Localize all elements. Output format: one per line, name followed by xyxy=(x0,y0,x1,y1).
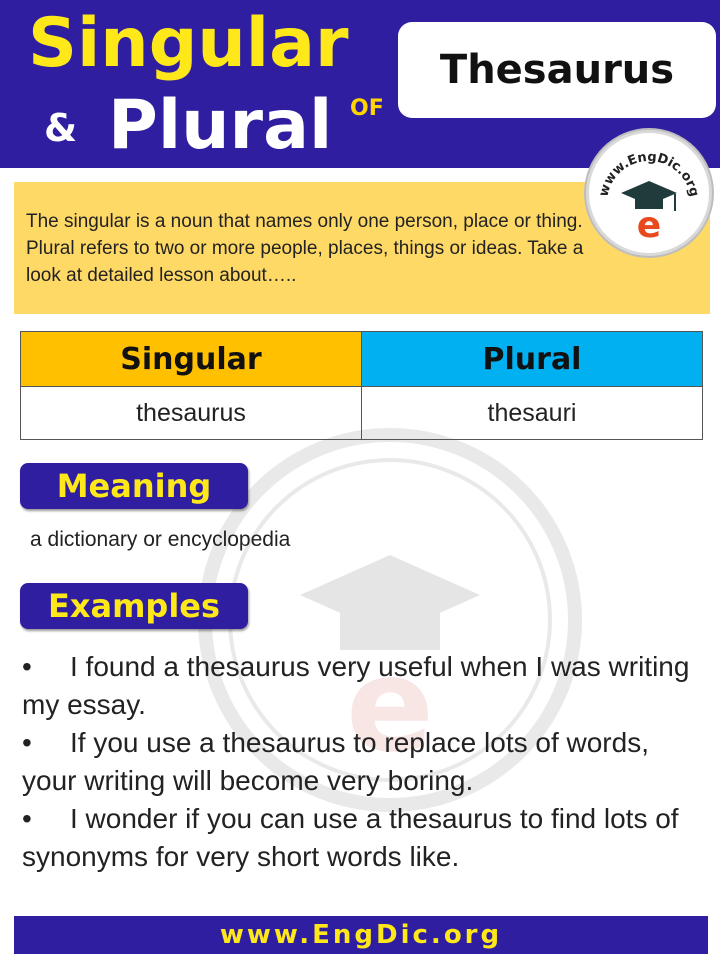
table-row xyxy=(21,387,703,440)
engdic-logo xyxy=(586,130,712,256)
svg-text:e: e xyxy=(345,629,435,781)
title-ampersand: & xyxy=(44,106,78,150)
footer-banner xyxy=(14,916,708,954)
example-text: I wonder if you can use a thesaurus to find lots of synonyms for very short words like. xyxy=(22,803,679,872)
meaning-label: Meaning xyxy=(56,467,212,505)
examples-label-pill xyxy=(20,583,248,629)
logo-text: www.EngDic.org xyxy=(596,149,702,199)
meaning-label-pill xyxy=(20,463,248,509)
example-text: If you use a thesaurus to replace lots of words, your writing will become very boring. xyxy=(22,727,649,796)
bullet: • xyxy=(22,803,32,834)
footer-url: www.EngDic.org xyxy=(219,920,503,950)
singular-value: thesaurus xyxy=(21,387,362,440)
list-item xyxy=(22,800,698,876)
example-text: I found a thesaurus very useful when I was writing my essay. xyxy=(22,651,690,720)
definition-text: The singular is a noun that names only one person, place or thing. Plural refers to two or more people, places, things or ideas. Take a look at detailed lesson about….. xyxy=(26,211,584,286)
examples-label: Examples xyxy=(47,587,221,625)
bullet: • xyxy=(22,727,32,758)
meaning-text: a dictionary or encyclopedia xyxy=(30,528,291,551)
word-box xyxy=(398,22,716,118)
logo-letter: e xyxy=(636,205,662,246)
word-title: Thesaurus xyxy=(439,47,675,93)
examples-list xyxy=(22,648,698,876)
singular-plural-table xyxy=(20,331,703,440)
plural-value: thesauri xyxy=(362,387,703,440)
bullet: • xyxy=(22,651,32,682)
list-item xyxy=(22,648,698,724)
title-of: OF xyxy=(350,96,384,121)
singular-header: Singular xyxy=(21,332,362,387)
table-header-row xyxy=(21,332,703,387)
list-item xyxy=(22,724,698,800)
plural-header: Plural xyxy=(362,332,703,387)
engdic-logo-icon xyxy=(589,133,709,253)
title-singular: Singular xyxy=(28,4,349,83)
title-plural: Plural xyxy=(108,86,333,165)
